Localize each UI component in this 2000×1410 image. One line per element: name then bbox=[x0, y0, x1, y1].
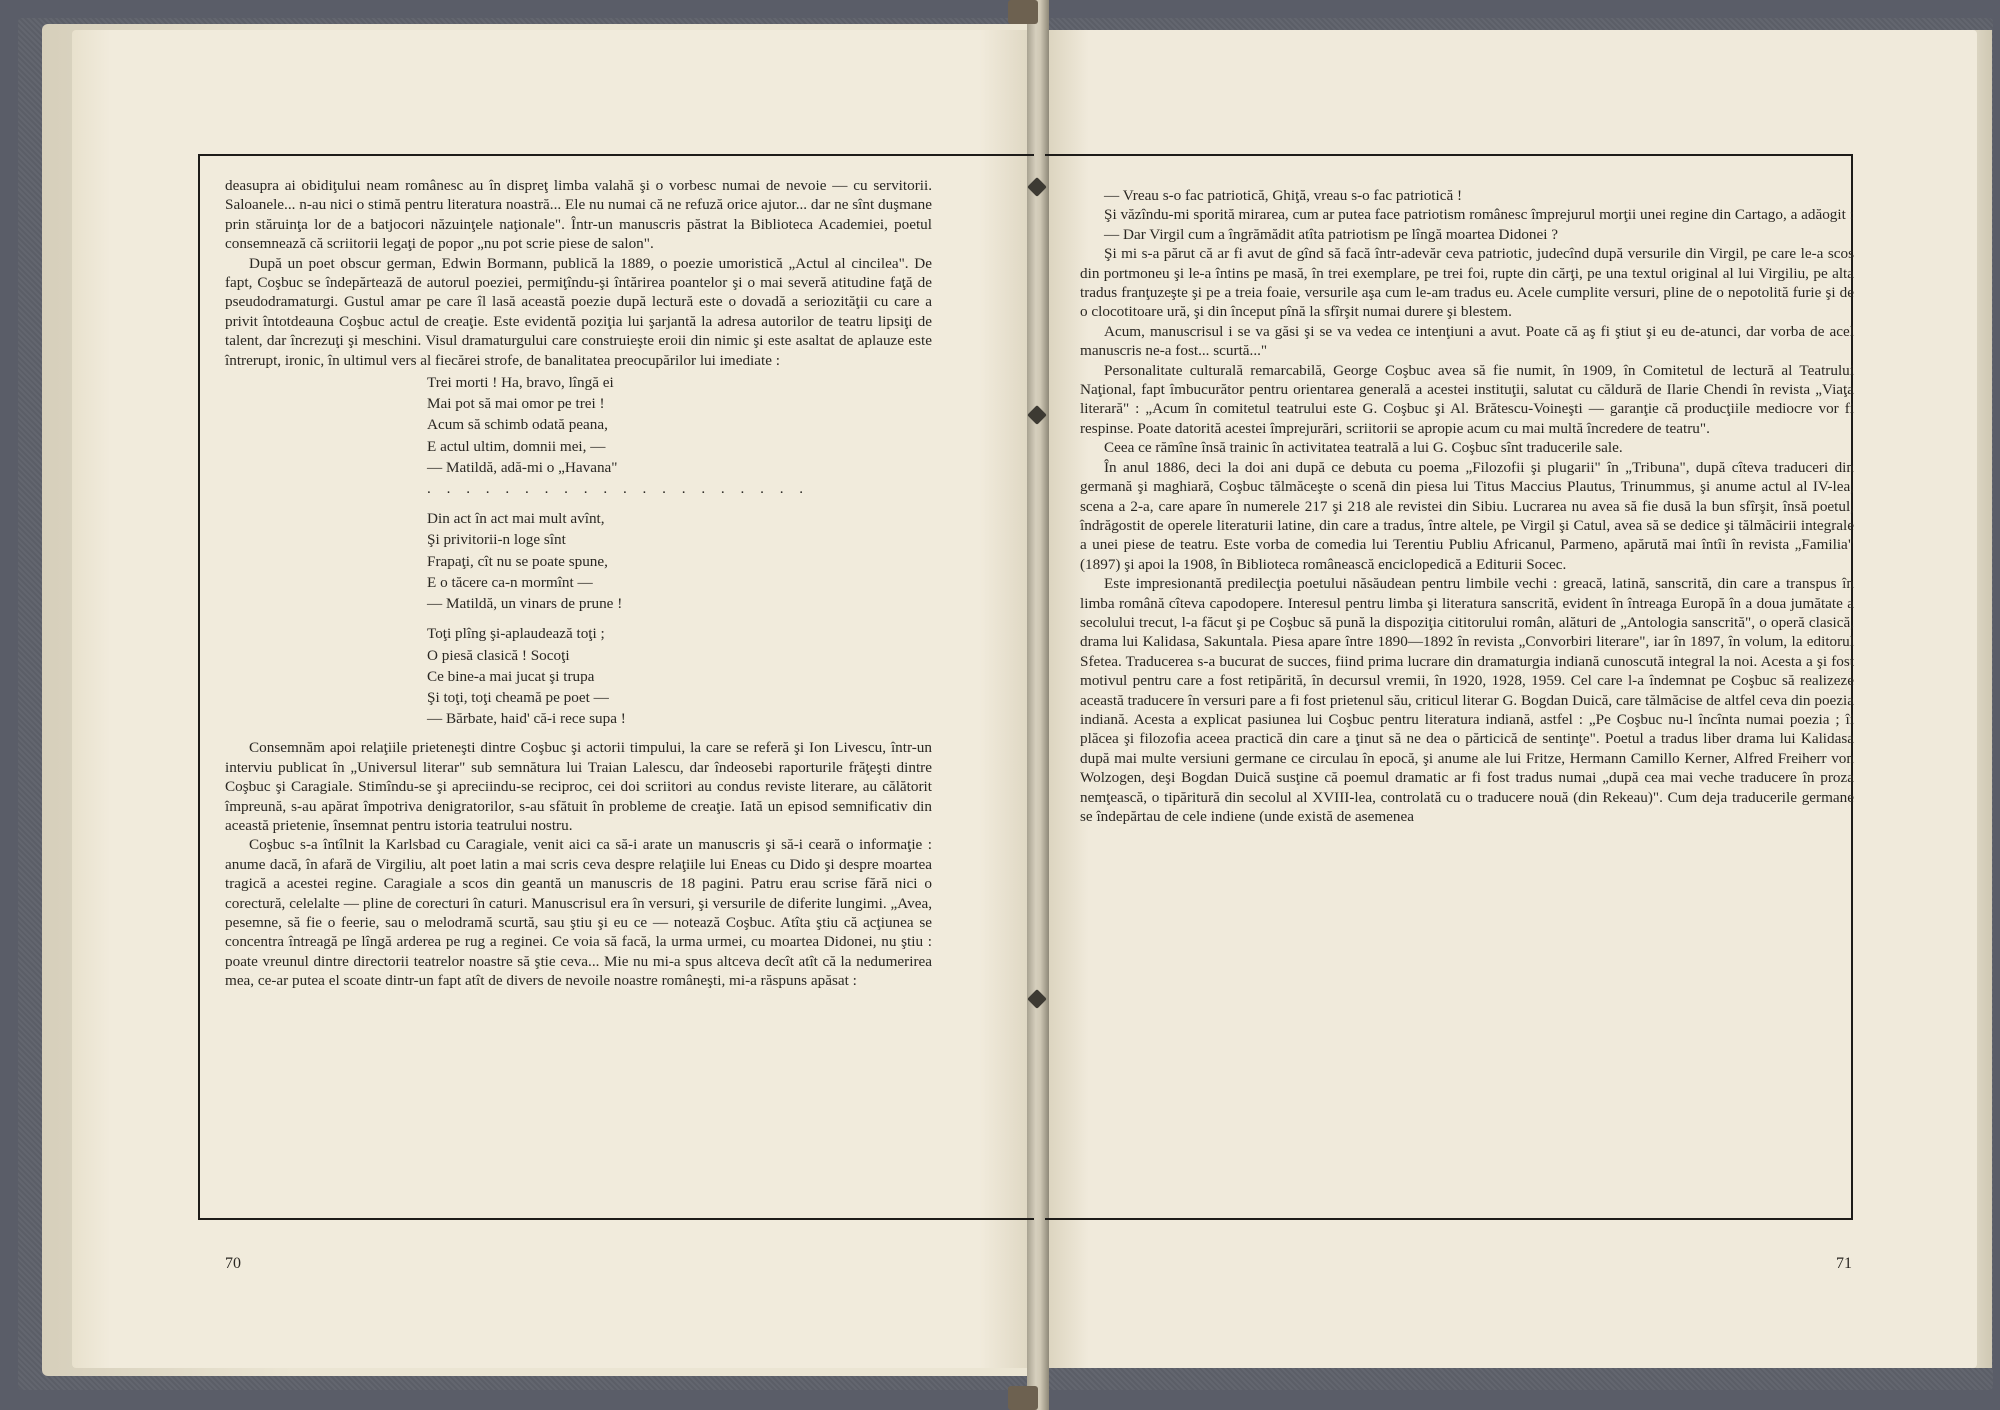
paragraph: Acum, manuscrisul i se va găsi şi se va vedea ce intenţiuni a avut. Poate că aş fi ştiut şi eu de-atunci, dar vorba de acel manuscris ne-a fost... scurtă..." bbox=[1080, 322, 1854, 360]
paragraph: După un poet obscur german, Edwin Bormann, publică la 1889, o poezie umoristică „Actul al cincilea". De fapt, Coşbuc se îndepărtează de autorul poeziei, permiţîndu-şi întărirea poantelor şi o mai severă atitudine faţă de pseudodramaturgi. Gustul amar pe care îl lasă această poezie după lectură este o dovadă a seriozităţii cu care a privit întotdeauna Coşbuc actul de creaţie. Este evidentă poziţia lui şarjantă la adresa autorilor de teatru lipsiţi de talent, dar încrezuţi şi meschini. Visul dramaturgului care construieşte eroii din nimic şi este asaltat de aplauze este întrerupt, ironic, în ultimul vers al fiecărei strofe, de banalitatea preocupărilor lui imediate : bbox=[225, 254, 932, 369]
paragraph: Şi văzîndu-mi sporită mirarea, cum ar putea face patriotism românesc împrejurul morţii unei regine din Cartago, a adăogit : bbox=[1104, 206, 1854, 224]
paragraph: — Vreau s-o fac patriotică, Ghiţă, vreau s-o fac patriotică ! bbox=[1104, 187, 1463, 204]
paragraph: — Dar Virgil cum a îngrămădit atîta patriotism pe lîngă moartea Didonei ? bbox=[1104, 225, 1559, 243]
poem-line: Trei morti ! Ha, bravo, lîngă ei bbox=[427, 374, 614, 392]
poem-line: Toţi plîng şi-aplaudează toţi ; bbox=[427, 625, 605, 643]
poem-stanza bbox=[427, 372, 932, 499]
poem-line: Şi privitorii-n loge sînt bbox=[427, 531, 566, 549]
poem-line: Frapaţi, cît nu se poate spune, bbox=[427, 552, 608, 570]
left-page-text bbox=[225, 176, 932, 991]
paragraph: Personalitate culturală remarcabilă, George Coşbuc avea să fie numit, în 1909, în Comitetul de lectură al Teatrului Naţional, fapt îmbucurător pentru orientarea generală a acestei instituţii, salutat cu căldură de Ilarie Chendi în revista „Viaţa literară" : „Acum în comitetul teatrului este G. Coşbuc şi Al. Brătescu-Voineşti — garanţie că producţiile mediocre vor fi respinse. Poate datorită acestei împrejurări, scriitorii se apropie acum cu mai multă încredere de teatru". bbox=[1080, 361, 1854, 437]
poem-line: E o tăcere ca-n mormînt — bbox=[427, 573, 593, 591]
poem bbox=[427, 372, 932, 729]
spine-ribbon-bottom bbox=[1008, 1386, 1038, 1410]
poem-line: — Matildă, un vinars de prune ! bbox=[427, 595, 623, 613]
paragraph: În anul 1886, deci la doi ani după ce debuta cu poema „Filozofii şi plugarii" în „Tribuna", după cîteva traduceri din germană şi maghiară, Coşbuc tălmăceşte o scenă din piesa lui Titus Maccius Plautus, Trinummus, şi anume actul al IV-lea, scena a 2-a, care apare în numerele 217 şi 218 ale revistei din Sibiu. Lucrarea nu avea să fie dusă la bun sfîrşit, însă poetul, îndrăgostit de operele literaturii latine, din care a tradus, între altele, pe Virgil şi Catul, avea să se dedice şi tălmăcirii integrale a unei piese de teatru. Este vorba de comedia lui Terentiu Publiu Africanul, Parmeno, apărută mai întîi în revista „Familia" (1897) şi apoi la 1908, în Biblioteca românească enciclopedică a Editurii Socec. bbox=[1080, 458, 1854, 573]
paragraph: Este impresionantă predilecţia poetului năsăudean pentru limbile vechi : greacă, latină, sanscrită, din care a transpus în limba română cîteva capodopere. Interesul pentru limba şi literatura sanscrită, evident în întreaga Europă în a doua jumătate a secolului trecut, l-a făcut şi pe Coşbuc să pună la dispoziţia cititorului român, alături de „Antologia sanscrită", o operă clasică, drama lui Kalidasa, Sakuntala. Piesa apare între 1890—1892 în revista „Convorbiri literare", iar în 1897, în volum, la editorul Sfetea. Traducerea s-a bucurat de succes, fiind prima lucrare din dramaturgia indiană cunoscută integral la noi. Acesta a şi fost motivul pentru care a fost retipărită, în decursul vremii, în 1920, 1928, 1959. Cel care l-a îndemnat pe Coşbuc să realizeze această traducere în versuri pare a fi fost prietenul său, criticul literar G. Bogdan Duică, care tălmăcise de altfel ceva din poezia indiană. Acesta a explicat pasiunea lui Coşbuc pentru literatura indiană, astfel : „Pe Coşbuc nu-l încînta numai poezia ; îi plăcea şi filozofia aceea practică din care a ţinut să ne dea o părticică de sentinţe". Poetul a tradus liber drama lui Kalidasa după mai multe versiuni germane ce circulau în epocă, şi anume ale lui Fritze, Hermann Camillo Kerner, Alfred Freiherr von Wolzogen, deşi Bogdan Duică susţine că poemul dramatic ar fi fost tradus numai „după cea mai veche traducere în proza nemţească, o tipăritură din secolul al XVIII-lea, controlată cu o traducere nouă (din Rekeau)". Cum deja traducerile germane se îndepărtau de cele indiene (unde există de asemenea bbox=[1080, 575, 1854, 825]
poem-line: — Matildă, adă-mi o „Havana" bbox=[427, 458, 618, 476]
poem-stanza bbox=[427, 508, 932, 614]
poem-line: — Bărbate, haid' că-i rece supa ! bbox=[427, 710, 626, 728]
spine-ribbon-top bbox=[1008, 0, 1038, 24]
paragraph: Ceea ce rămîne însă trainic în activitatea teatrală a lui G. Coşbuc sînt traducerile sale. bbox=[1104, 439, 1623, 457]
poem-line: Şi toţi, toţi cheamă pe poet — bbox=[427, 688, 609, 706]
poem-stanza bbox=[427, 623, 932, 729]
page-number: 70 bbox=[225, 1255, 241, 1272]
poem-line: Din act în act mai mult avînt, bbox=[427, 510, 605, 528]
paragraph: Consemnăm apoi relaţiile prieteneşti dintre Coşbuc şi actorii timpului, la care se referă şi Ion Livescu, într-un interviu publicat în „Universul literar" sub semnătura lui Traian Lalescu, dar îndeosebi raporturile frăţeşti dintre Coşbuc şi Caragiale. Stimîndu-se şi apreciindu-se reciproc, cei doi scriitori au condus reviste literare, au călătorit împreună, s-au apărat împotriva denigratorilor, s-au sfătuit în probleme de creaţie. Iată un episod semnificativ din această prietenie, însemnat pentru istoria teatrului nostru. bbox=[225, 739, 932, 834]
paragraph: Coşbuc s-a întîlnit la Karlsbad cu Caragiale, venit aici ca să-i arate un manuscris şi să-i ceară o informaţie : anume dacă, în afară de Virgiliu, alt poet latin a mai scris ceva despre relaţiile lui Eneas cu Dido şi despre moartea tragică a acestei regine. Caragiale a scos din geantă un manuscris de 18 pagini. Patru erau scrise fără nici o corectură, celelalte — pline de corecturi în caturi. Manuscrisul era în versuri, şi versurile de diferite lungimi. „Avea, pesemne, să fie o feerie, sau o melodramă scurtă, sau ştiu şi eu ce — notează Coşbuc. Atîta ştiu că acţiunea se concentra întreagă pe lîngă arderea pe rug a reginei. Ce voia să facă, la urma urmei, cu moartea Didonei, nu ştiu : poate vreunul dintre directorii teatrelor noastre să ştie ceva... Mie nu mi-a spus altceva decît atît că la nedumerirea mea, ce-ar putea el scoate dintr-un fapt atît de divers de nevoile noastre româneşti, mi-a răspuns apăsat : bbox=[225, 836, 932, 990]
poem-line: Acum să schimb odată peana, bbox=[427, 416, 608, 434]
page-number: 71 bbox=[1836, 1255, 1852, 1272]
poem-ellipsis: . . . . . . . . . . . . . . . . . . . . bbox=[427, 480, 810, 498]
poem-line: E actul ultim, domnii mei, — bbox=[427, 437, 606, 455]
right-page-text bbox=[1080, 186, 1854, 826]
paragraph: deasupra ai obidiţului neam românesc au în dispreţ limba valahă şi o vorbesc numai de nevoie — cu servitorii. Saloanele... n-au nici o stimă pentru literatura noastră... Ele nu numai că ne refuză orice ajutor... dar ne sînt duşmane prin stăruinţa lor de a batjocori năzuinţele naţionale". Într-un manuscris păstrat la Biblioteca Academiei, poetul consemnează că scriitorii legaţi de popor „nu pot scrie piese de salon". bbox=[225, 177, 932, 253]
poem-line: O piesă clasică ! Socoţi bbox=[427, 646, 570, 664]
paragraph: Şi mi s-a părut că ar fi avut de gînd să facă într-adevăr ceva patriotic, judecînd după versurile din Virgil, pe care le-a scos din portmoneu şi le-a întins pe masă, în trei exemplare, pe trei foi, rupte din cărţi, pe una textul original al lui Virgiliu, pe alta tradus franţuzeşte şi pe a treia foaie, versurile aşa cum le-am tradus eu. Acele cumplite versuri, pline de o nepotolită furie şi de o clocotitoare ură, şi din început pînă la sfîrşit numai durere şi blestem. bbox=[1080, 245, 1854, 321]
poem-line: Mai pot să mai omor pe trei ! bbox=[427, 395, 605, 413]
poem-line: Ce bine-a mai jucat şi trupa bbox=[427, 667, 595, 685]
